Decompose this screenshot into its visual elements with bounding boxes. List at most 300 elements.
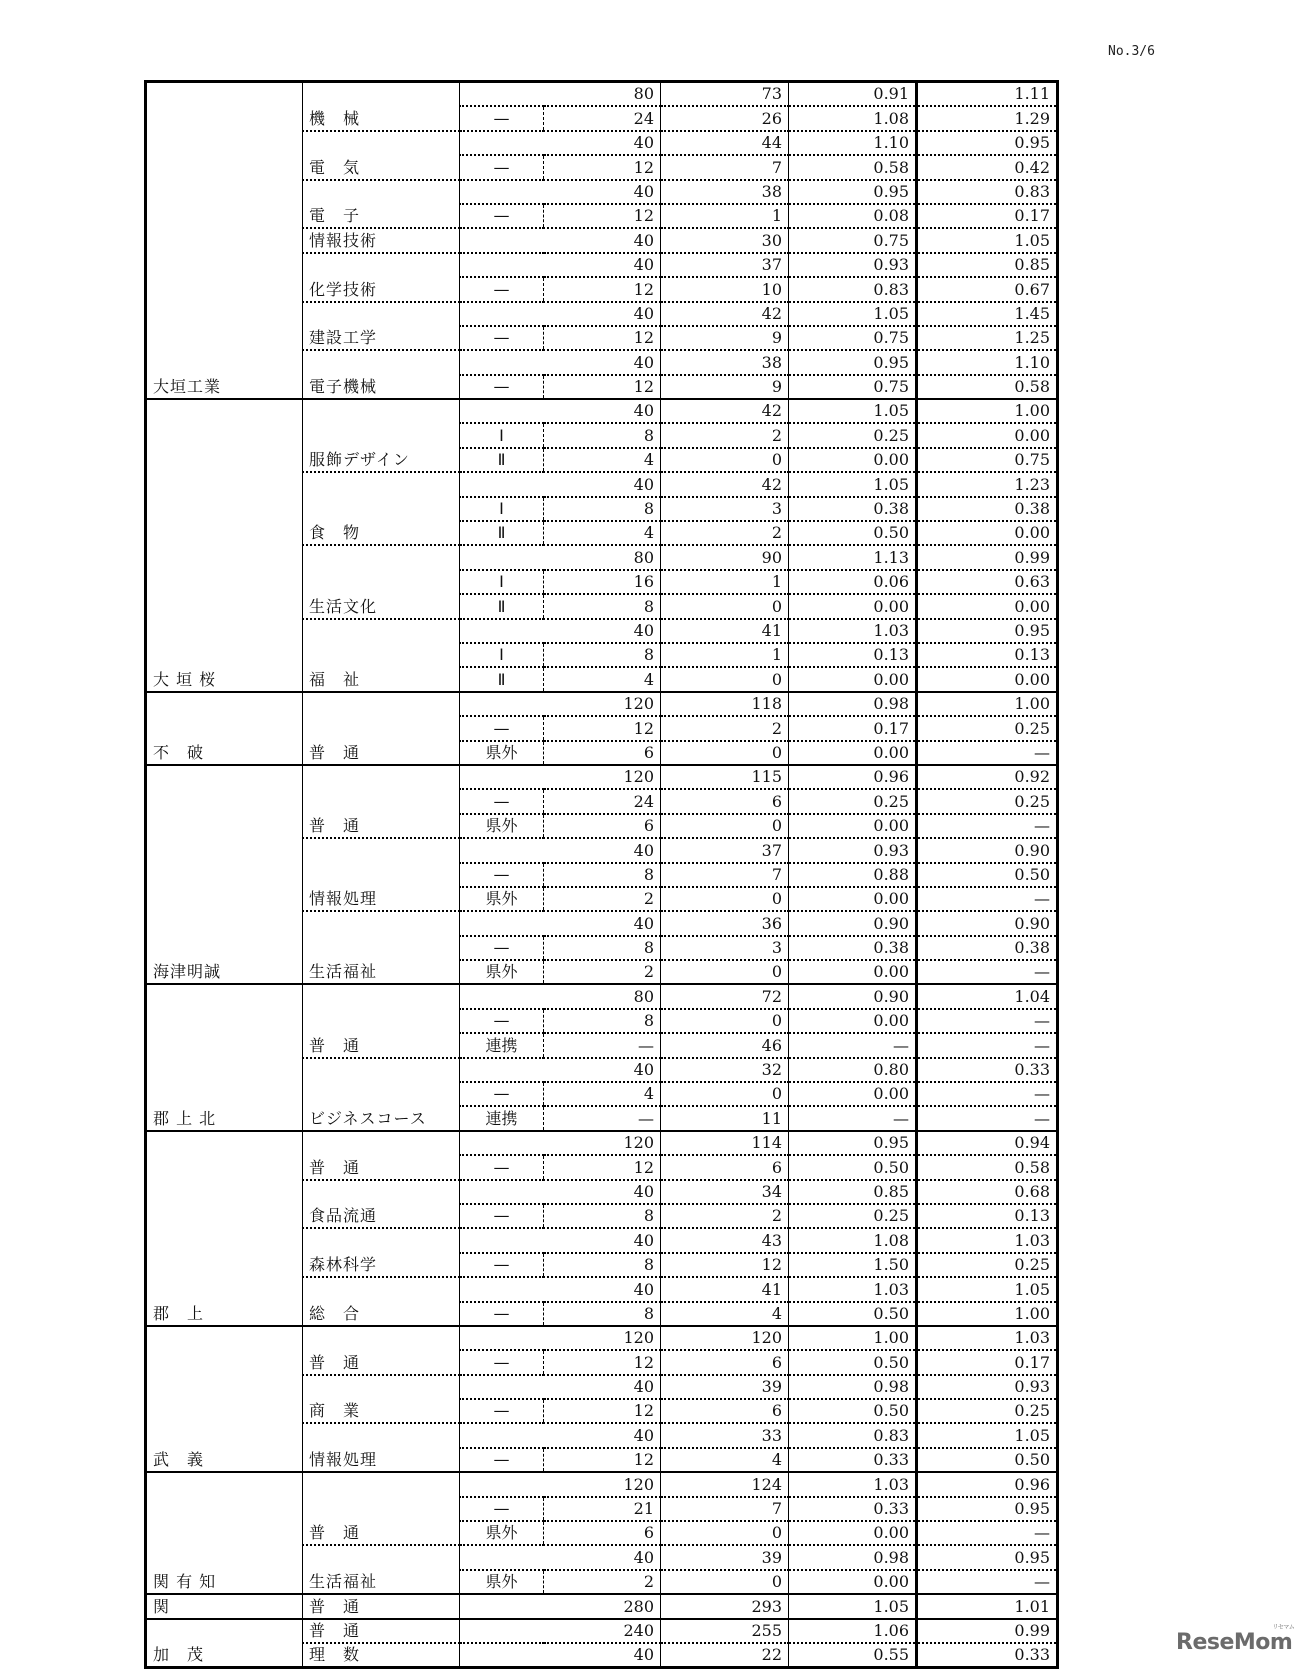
capacity-cell: 8 [544,1009,661,1033]
category-label: — [460,277,544,301]
applicants-cell: 7 [661,863,789,887]
department-name: 電 子 [303,180,460,229]
ratio-cell: 0.08 [789,204,917,228]
category-label: — [460,1155,544,1179]
category-label: — [460,1497,544,1521]
applicants-cell: 0 [661,741,789,765]
applicants-cell: 1 [661,204,789,228]
category-label: Ⅱ [460,667,544,691]
page-number: No.3/6 [1108,44,1155,59]
prev-ratio-cell: — [917,1570,1058,1594]
ratio-cell: 0.38 [789,497,917,521]
school-name: 郡 上 北 [146,984,303,1130]
capacity-cell: 120 [460,765,661,789]
capacity-cell: 40 [460,1277,661,1301]
prev-ratio-cell: — [917,1033,1058,1057]
applicants-cell: 3 [661,497,789,521]
department-name: 総 合 [303,1277,460,1326]
applicants-cell: 2 [661,716,789,740]
category-label: Ⅰ [460,423,544,447]
table-row [146,984,1058,1008]
applicants-cell: 0 [661,667,789,691]
school-name: 不 破 [146,692,303,765]
applicants-cell: 36 [661,911,789,935]
department-name: 普 通 [303,984,460,1057]
capacity-cell: 12 [544,1155,661,1179]
ratio-cell: 1.05 [789,302,917,326]
capacity-cell: 8 [544,1253,661,1277]
department-name: 生活文化 [303,545,460,618]
capacity-cell: 40 [460,1375,661,1399]
school-name: 関 有 知 [146,1472,303,1594]
applicants-cell: 293 [661,1594,789,1618]
ratio-cell: 0.00 [789,814,917,838]
capacity-cell: 120 [460,692,661,716]
logo-text: ReseMom [1176,1630,1293,1655]
applicants-cell: 9 [661,326,789,350]
applicants-cell: 73 [661,82,789,107]
ratio-cell: — [789,1106,917,1130]
applicants-cell: 2 [661,423,789,447]
table-row [146,692,1058,716]
capacity-cell: 6 [544,814,661,838]
prev-ratio-cell: 0.25 [917,1253,1058,1277]
ratio-cell: 0.50 [789,1350,917,1374]
applicants-cell: 41 [661,619,789,643]
prev-ratio-cell: 0.25 [917,1399,1058,1423]
ratio-cell: 0.83 [789,277,917,301]
department-name: 情報処理 [303,838,460,911]
ratio-cell: 0.00 [789,1009,917,1033]
category-label: 連携 [460,1106,544,1130]
capacity-cell: 12 [544,716,661,740]
capacity-cell: 12 [544,204,661,228]
capacity-cell: 24 [544,789,661,813]
capacity-cell: 40 [460,1643,661,1668]
prev-ratio-cell: 1.04 [917,984,1058,1008]
prev-ratio-cell: 1.03 [917,1326,1058,1350]
ratio-cell: 0.00 [789,594,917,618]
category-label: — [460,375,544,399]
category-label: Ⅰ [460,570,544,594]
applicants-cell: 255 [661,1619,789,1643]
department-name: 福 祉 [303,619,460,692]
department-name: ビジネスコース [303,1058,460,1131]
capacity-cell: 4 [544,448,661,472]
department-name: 機 械 [303,82,460,131]
capacity-cell: 120 [460,1131,661,1155]
ratio-cell: 1.08 [789,106,917,130]
capacity-cell: 40 [460,1545,661,1569]
prev-ratio-cell: 1.00 [917,399,1058,423]
applicants-cell: 6 [661,1350,789,1374]
capacity-cell: — [544,1106,661,1130]
category-label: — [460,155,544,179]
prev-ratio-cell: 0.38 [917,936,1058,960]
resemom-logo [1176,1624,1294,1655]
prev-ratio-cell: 1.11 [917,82,1058,107]
department-name: 普 通 [303,1594,460,1618]
capacity-cell: 8 [544,1302,661,1326]
prev-ratio-cell: 0.33 [917,1058,1058,1082]
department-name: 理 数 [303,1643,460,1668]
category-label: — [460,1009,544,1033]
department-name: 電子機械 [303,350,460,399]
prev-ratio-cell: 0.17 [917,204,1058,228]
ratio-cell: 1.08 [789,1228,917,1252]
prev-ratio-cell: 0.33 [917,1643,1058,1668]
category-label: — [460,326,544,350]
table-row [146,82,1058,107]
applicants-cell: 37 [661,838,789,862]
ratio-cell: 1.50 [789,1253,917,1277]
category-label: 連携 [460,1033,544,1057]
prev-ratio-cell: 0.85 [917,253,1058,277]
applicants-cell: 0 [661,887,789,911]
applicants-cell: 38 [661,180,789,204]
applicants-cell: 118 [661,692,789,716]
prev-ratio-cell: — [917,887,1058,911]
ratio-cell: 0.75 [789,326,917,350]
applicants-cell: 7 [661,155,789,179]
prev-ratio-cell: 0.25 [917,716,1058,740]
prev-ratio-cell: 0.83 [917,180,1058,204]
applicants-cell: 0 [661,1082,789,1106]
capacity-cell: 280 [460,1594,661,1618]
prev-ratio-cell: 0.00 [917,667,1058,691]
prev-ratio-cell: 0.95 [917,1545,1058,1569]
ratio-cell: 0.96 [789,765,917,789]
ratio-cell: 0.00 [789,667,917,691]
ratio-cell: 0.00 [789,1082,917,1106]
prev-ratio-cell: 0.17 [917,1350,1058,1374]
department-name: 森林科学 [303,1228,460,1277]
applicants-cell: 26 [661,106,789,130]
ratio-cell: 0.93 [789,838,917,862]
capacity-cell: 8 [544,863,661,887]
capacity-cell: 40 [460,1228,661,1252]
capacity-cell: 2 [544,887,661,911]
ratio-cell: 0.25 [789,423,917,447]
capacity-cell: 8 [544,497,661,521]
prev-ratio-cell: 0.13 [917,1204,1058,1228]
applicants-cell: 42 [661,302,789,326]
prev-ratio-cell: 1.05 [917,228,1058,252]
ratio-cell: 0.95 [789,180,917,204]
table-row [146,1326,1058,1350]
applicants-cell: 6 [661,1155,789,1179]
department-name: 普 通 [303,692,460,765]
applicants-cell: 124 [661,1472,789,1496]
category-label: — [460,789,544,813]
capacity-cell: 40 [460,180,661,204]
applicants-cell: 6 [661,1399,789,1423]
category-label: 県外 [460,1521,544,1545]
capacity-cell: 16 [544,570,661,594]
capacity-cell: 80 [460,984,661,1008]
capacity-cell: 8 [544,643,661,667]
capacity-cell: 40 [460,228,661,252]
prev-ratio-cell: 1.05 [917,1423,1058,1447]
ratio-cell: 0.98 [789,1375,917,1399]
admission-ratio-table [144,80,1059,1669]
capacity-cell: 4 [544,1082,661,1106]
applicants-cell: 1 [661,643,789,667]
capacity-cell: 2 [544,960,661,984]
category-label: Ⅰ [460,643,544,667]
category-label: — [460,1350,544,1374]
prev-ratio-cell: 0.00 [917,521,1058,545]
prev-ratio-cell: 0.58 [917,1155,1058,1179]
prev-ratio-cell: — [917,1082,1058,1106]
applicants-cell: 2 [661,1204,789,1228]
capacity-cell: 21 [544,1497,661,1521]
capacity-cell: 4 [544,667,661,691]
capacity-cell: 40 [460,131,661,155]
ratio-cell: 0.95 [789,1131,917,1155]
department-name: 普 通 [303,1326,460,1375]
logo-kana: リセマム [1272,1624,1294,1631]
table-row [146,1619,1058,1643]
prev-ratio-cell: 1.29 [917,106,1058,130]
ratio-cell: 0.83 [789,1423,917,1447]
applicants-cell: 39 [661,1375,789,1399]
department-name: 生活福祉 [303,1545,460,1594]
applicants-cell: 41 [661,1277,789,1301]
applicants-cell: 0 [661,448,789,472]
school-name: 加 茂 [146,1619,303,1668]
capacity-cell: 40 [460,399,661,423]
category-label: — [460,1399,544,1423]
ratio-cell: 1.03 [789,619,917,643]
ratio-cell: 0.00 [789,741,917,765]
applicants-cell: 2 [661,521,789,545]
school-name: 大垣工業 [146,82,303,400]
prev-ratio-cell: 0.38 [917,497,1058,521]
capacity-cell: 240 [460,1619,661,1643]
ratio-cell: 0.00 [789,960,917,984]
prev-ratio-cell: 0.75 [917,448,1058,472]
category-label: 県外 [460,814,544,838]
applicants-cell: 11 [661,1106,789,1130]
department-name: 普 通 [303,1131,460,1180]
ratio-cell: 1.06 [789,1619,917,1643]
prev-ratio-cell: 0.90 [917,911,1058,935]
ratio-cell: 0.95 [789,350,917,374]
prev-ratio-cell: — [917,741,1058,765]
applicants-cell: 4 [661,1448,789,1472]
prev-ratio-cell: — [917,960,1058,984]
applicants-cell: 6 [661,789,789,813]
prev-ratio-cell: 1.25 [917,326,1058,350]
capacity-cell: 80 [460,82,661,107]
ratio-cell: 0.50 [789,1155,917,1179]
applicants-cell: 0 [661,1009,789,1033]
capacity-cell: 6 [544,1521,661,1545]
prev-ratio-cell: 1.03 [917,1228,1058,1252]
prev-ratio-cell: 0.50 [917,1448,1058,1472]
ratio-cell: 0.91 [789,82,917,107]
capacity-cell: 12 [544,1350,661,1374]
capacity-cell: 40 [460,253,661,277]
applicants-cell: 34 [661,1180,789,1204]
ratio-cell: 0.50 [789,1302,917,1326]
capacity-cell: 120 [460,1472,661,1496]
capacity-cell: 24 [544,106,661,130]
ratio-cell: 0.90 [789,911,917,935]
category-label: 県外 [460,887,544,911]
prev-ratio-cell: 1.45 [917,302,1058,326]
capacity-cell: 80 [460,545,661,569]
prev-ratio-cell: 0.68 [917,1180,1058,1204]
school-name: 関 [146,1594,303,1618]
prev-ratio-cell: 0.58 [917,375,1058,399]
capacity-cell: 6 [544,741,661,765]
category-label: — [460,1302,544,1326]
ratio-cell: 0.98 [789,692,917,716]
prev-ratio-cell: 0.50 [917,863,1058,887]
ratio-cell: 0.80 [789,1058,917,1082]
table-row [146,399,1058,423]
ratio-cell: 0.88 [789,863,917,887]
department-name: 食品流通 [303,1180,460,1229]
prev-ratio-cell: 0.95 [917,619,1058,643]
category-label: — [460,1448,544,1472]
prev-ratio-cell: 0.63 [917,570,1058,594]
capacity-cell: 120 [460,1326,661,1350]
department-name: 情報処理 [303,1423,460,1472]
school-name: 郡 上 [146,1131,303,1326]
department-name: 電 気 [303,131,460,180]
category-label: 県外 [460,960,544,984]
category-label: — [460,1204,544,1228]
capacity-cell: 40 [460,1423,661,1447]
department-name: 普 通 [303,1619,460,1643]
category-label: — [460,204,544,228]
applicants-cell: 12 [661,1253,789,1277]
prev-ratio-cell: 0.67 [917,277,1058,301]
category-label: Ⅱ [460,521,544,545]
applicants-cell: 72 [661,984,789,1008]
category-label: Ⅱ [460,448,544,472]
applicants-cell: 38 [661,350,789,374]
applicants-cell: 0 [661,814,789,838]
ratio-cell: 0.13 [789,643,917,667]
category-label: — [460,863,544,887]
applicants-cell: 3 [661,936,789,960]
table-row [146,765,1058,789]
prev-ratio-cell: — [917,1106,1058,1130]
category-label: — [460,1082,544,1106]
ratio-cell: 1.10 [789,131,917,155]
capacity-cell: 12 [544,326,661,350]
capacity-cell: 40 [460,350,661,374]
department-name: 普 通 [303,1472,460,1545]
capacity-cell: 2 [544,1570,661,1594]
applicants-cell: 42 [661,399,789,423]
prev-ratio-cell: 0.42 [917,155,1058,179]
applicants-cell: 30 [661,228,789,252]
department-name: 食 物 [303,472,460,545]
capacity-cell: 40 [460,1180,661,1204]
ratio-cell: 0.17 [789,716,917,740]
applicants-cell: 115 [661,765,789,789]
ratio-cell: 0.25 [789,789,917,813]
applicants-cell: 10 [661,277,789,301]
applicants-cell: 46 [661,1033,789,1057]
capacity-cell: 40 [460,619,661,643]
capacity-cell: 40 [460,1058,661,1082]
school-name: 海津明誠 [146,765,303,985]
table-row [146,1131,1058,1155]
category-label: 県外 [460,1570,544,1594]
applicants-cell: 37 [661,253,789,277]
capacity-cell: 12 [544,155,661,179]
department-name: 情報技術 [303,228,460,252]
department-name: 建設工学 [303,302,460,351]
category-label: — [460,1253,544,1277]
department-name: 生活福祉 [303,911,460,984]
ratio-cell: 0.00 [789,887,917,911]
applicants-cell: 44 [661,131,789,155]
prev-ratio-cell: 1.00 [917,692,1058,716]
prev-ratio-cell: 1.01 [917,1594,1058,1618]
applicants-cell: 1 [661,570,789,594]
prev-ratio-cell: 0.93 [917,1375,1058,1399]
prev-ratio-cell: 1.05 [917,1277,1058,1301]
ratio-cell: 1.05 [789,1594,917,1618]
applicants-cell: 90 [661,545,789,569]
applicants-cell: 114 [661,1131,789,1155]
prev-ratio-cell: 0.00 [917,423,1058,447]
prev-ratio-cell: 1.00 [917,1302,1058,1326]
ratio-cell: 0.98 [789,1545,917,1569]
category-label: — [460,936,544,960]
capacity-cell: 12 [544,1448,661,1472]
ratio-cell: 0.58 [789,155,917,179]
ratio-cell: 0.06 [789,570,917,594]
category-label: 県外 [460,741,544,765]
applicants-cell: 0 [661,594,789,618]
department-name: 化学技術 [303,253,460,302]
applicants-cell: 33 [661,1423,789,1447]
ratio-cell: 0.50 [789,521,917,545]
ratio-cell: 0.75 [789,228,917,252]
capacity-cell: 8 [544,1204,661,1228]
applicants-cell: 32 [661,1058,789,1082]
prev-ratio-cell: 1.23 [917,472,1058,496]
ratio-cell: 1.05 [789,472,917,496]
department-name: 普 通 [303,765,460,838]
prev-ratio-cell: 0.96 [917,1472,1058,1496]
department-name: 服飾デザイン [303,399,460,472]
department-name: 商 業 [303,1375,460,1424]
ratio-cell: 1.03 [789,1472,917,1496]
capacity-cell: 12 [544,277,661,301]
table-row [146,1594,1058,1618]
ratio-cell: 0.55 [789,1643,917,1668]
applicants-cell: 0 [661,960,789,984]
prev-ratio-cell: — [917,1521,1058,1545]
capacity-cell: — [544,1033,661,1057]
prev-ratio-cell: 0.99 [917,1619,1058,1643]
capacity-cell: 40 [460,838,661,862]
ratio-cell: 0.93 [789,253,917,277]
capacity-cell: 12 [544,1399,661,1423]
school-name: 大 垣 桜 [146,399,303,692]
applicants-cell: 4 [661,1302,789,1326]
ratio-cell: 0.75 [789,375,917,399]
